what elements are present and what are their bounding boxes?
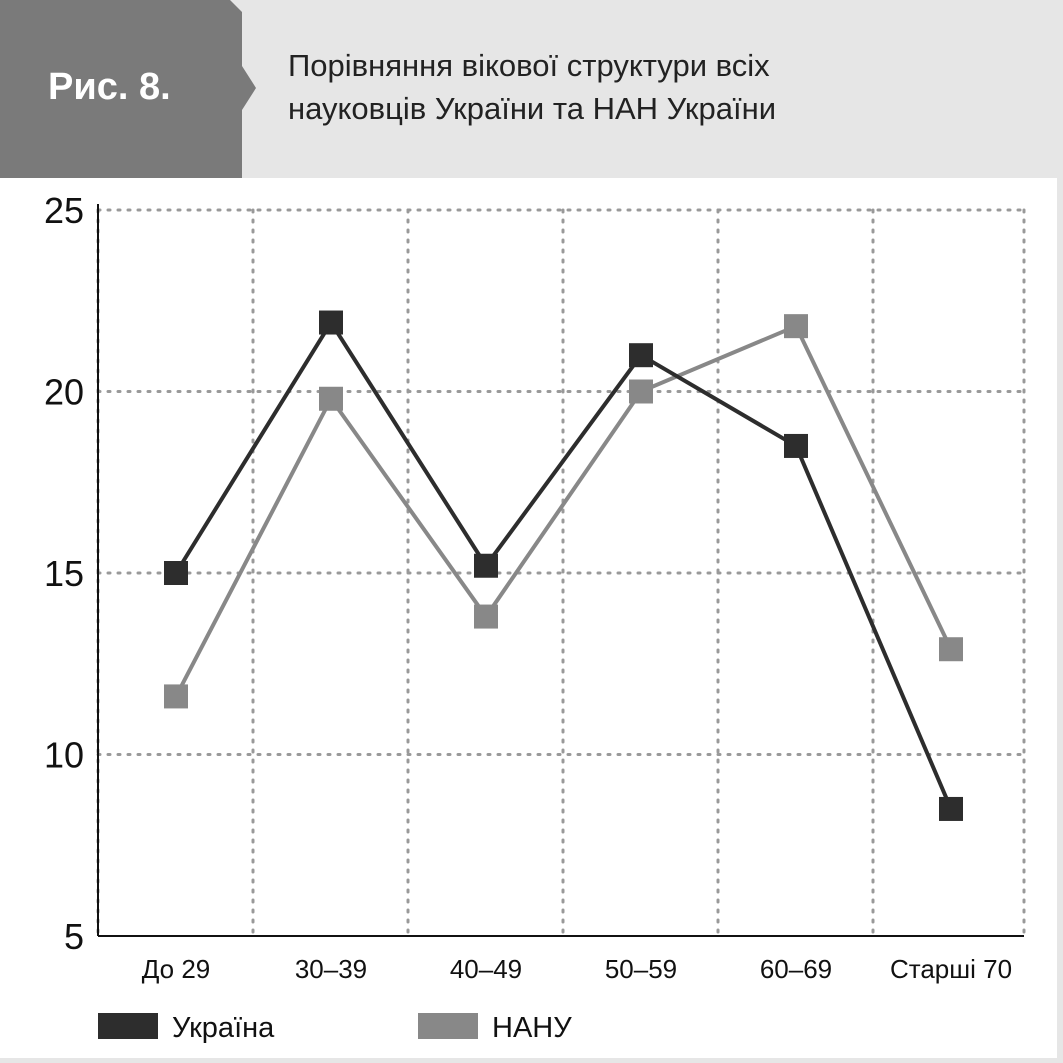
grid	[98, 210, 1024, 936]
chart-panel	[0, 178, 1057, 1058]
y-tick-label: 5	[63, 916, 84, 957]
data-point-marker	[164, 561, 188, 585]
x-tick-label: 60–69	[759, 954, 833, 984]
line-chart	[0, 178, 1057, 1058]
data-point-marker	[939, 797, 963, 821]
data-point-marker	[319, 311, 343, 335]
data-point-marker	[164, 684, 188, 708]
x-axis-ticks	[142, 954, 1012, 984]
data-point-marker	[474, 554, 498, 578]
legend-label: Україна	[172, 1012, 275, 1044]
data-point-marker	[474, 605, 498, 629]
legend	[98, 1012, 572, 1044]
x-tick-label: 30–39	[294, 954, 368, 984]
figure-label: Рис. 8.	[48, 66, 171, 108]
y-tick-label: 25	[43, 190, 84, 231]
axes	[98, 204, 1024, 936]
y-tick-label: 20	[43, 371, 84, 413]
legend-label: НАНУ	[492, 1012, 572, 1044]
legend-swatch	[418, 1013, 478, 1039]
x-tick-label: До 29	[141, 954, 211, 984]
data-point-marker	[319, 387, 343, 411]
series-line-0	[176, 323, 951, 809]
header	[0, 0, 1063, 178]
data-point-marker	[629, 343, 653, 367]
x-tick-label: 50–59	[604, 954, 678, 984]
legend-swatch	[98, 1013, 158, 1039]
x-tick-label: 40–49	[449, 954, 523, 984]
data-point-marker	[629, 380, 653, 404]
data-point-marker	[784, 434, 808, 458]
x-tick-label: Старші 70	[889, 954, 1013, 984]
y-tick-label: 15	[43, 553, 84, 594]
series-layer	[164, 311, 963, 821]
y-tick-label: 10	[43, 734, 84, 776]
y-axis-ticks	[44, 190, 84, 957]
data-point-marker	[939, 637, 963, 661]
chart-title: Порівняння вікової структури всіх науковців України та НАН України	[288, 48, 777, 126]
data-point-marker	[784, 314, 808, 338]
